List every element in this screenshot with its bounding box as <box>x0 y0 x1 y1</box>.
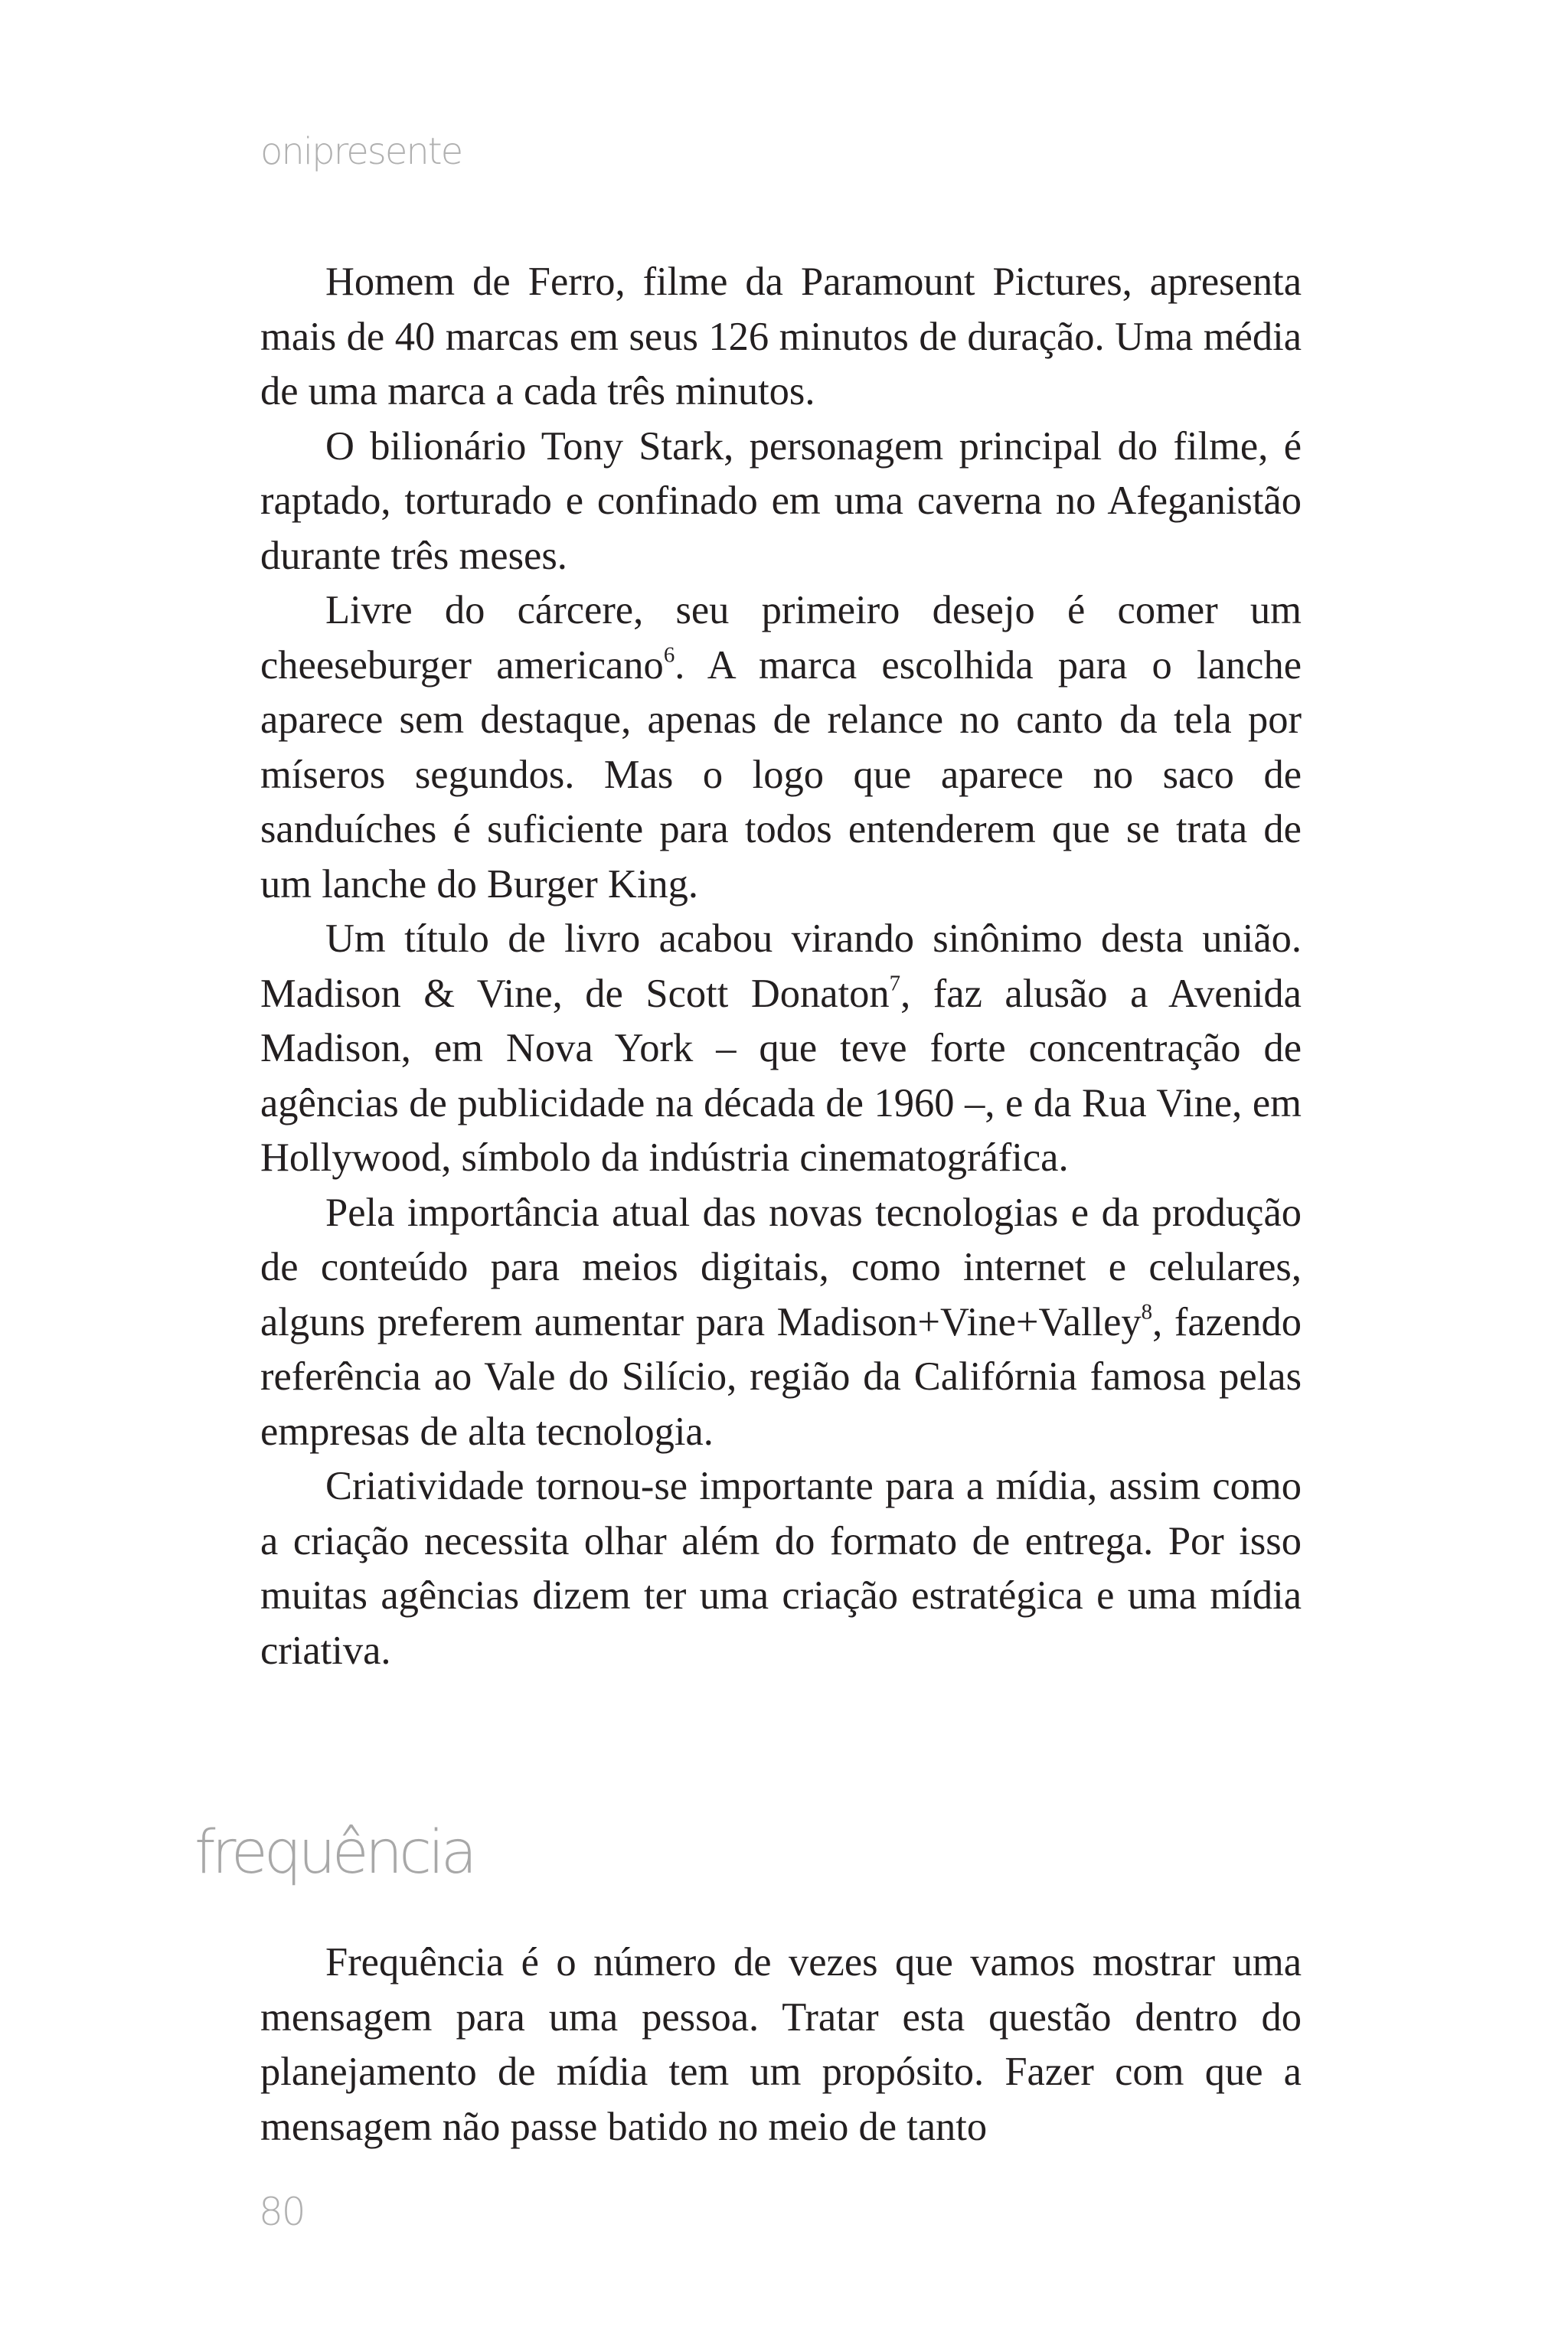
paragraph-text: , faz alusão a Avenida Madison, em Nova York – que teve forte concentração de agências de publicidade na década de 1960 –, e da Rua Vine, em Hollywood, símbolo da indústria cinematográfica. <box>260 971 1302 1180</box>
paragraph-text: , fazendo referência ao Vale do Silício, região da Califórnia famosa pelas empresas de alta tecnologia. <box>260 1299 1302 1454</box>
paragraph-cheeseburger <box>260 583 1302 912</box>
footnote-reference: 6 <box>663 642 675 667</box>
paragraph-madison-vine <box>260 912 1302 1186</box>
paragraph-text: Pela importância atual das novas tecnologias e da produção de conteúdo para meios digitais, como internet e celulares, alguns preferem aumentar para Madison+Vine+Valley <box>260 1190 1302 1344</box>
body-text-top <box>260 255 1302 1678</box>
paragraph-madison-vine-valley <box>260 1186 1302 1460</box>
paragraph-text: Um título de livro acabou virando sinônimo desta união. Madison & Vine, de Scott Donaton <box>260 916 1302 1016</box>
running-header: onipresente <box>260 130 462 173</box>
paragraph-text: . A marca escolhida para o lanche aparece sem destaque, apenas de relance no canto da tela por míseros segundos. Mas o logo que aparece no saco de sanduíches é suficiente para todos entenderem que se trata de um lanche do Burger King. <box>260 642 1302 906</box>
section-heading: frequência <box>194 1818 474 1887</box>
body-text-bottom <box>260 1936 1302 2154</box>
paragraph-text: Livre do cárcere, seu primeiro desejo é comer um cheeseburger americano <box>260 588 1302 688</box>
footnote-reference: 7 <box>889 970 901 995</box>
page-number: 80 <box>259 2190 305 2234</box>
paragraph-tony-stark: O bilionário Tony Stark, personagem principal do filme, é raptado, torturado e confinado em uma caverna no Afeganistão durante três meses. <box>260 423 1302 578</box>
footnote-reference: 8 <box>1141 1298 1153 1324</box>
paragraph-frequencia: Frequência é o número de vezes que vamos mostrar uma mensagem para uma pessoa. Tratar esta questão dentro do planejamento de mídia tem um propósito. Fazer com que a mensagem não passe batido no meio de tanto <box>260 1940 1302 2149</box>
paragraph-homem-de-ferro: Homem de Ferro, filme da Paramount Pictures, apresenta mais de 40 marcas em seus 126 minutos de duração. Uma média de uma marca a cada três minutos. <box>260 260 1302 413</box>
paragraph-criatividade: Criatividade tornou-se importante para a mídia, assim como a criação necessita olhar além do formato de entrega. Por isso muitas agências dizem ter uma criação estratégica e uma mídia criativa. <box>260 1464 1302 1673</box>
